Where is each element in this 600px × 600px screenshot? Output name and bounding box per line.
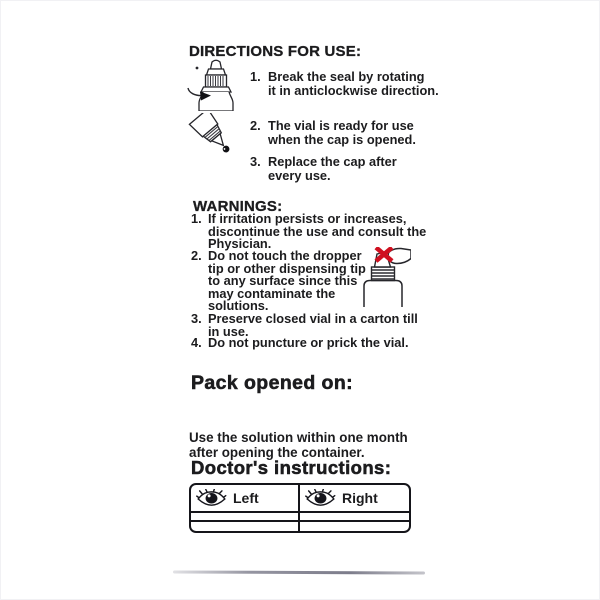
- usage-note-line: after opening the container.: [189, 445, 365, 461]
- left-eye-header-cell: [191, 485, 300, 511]
- eye-icon: [305, 489, 336, 508]
- warning-item-number: 4.: [191, 335, 202, 350]
- warning-item-line: tip or other dispensing tip: [208, 260, 366, 276]
- warning-item-number: 3.: [191, 311, 202, 326]
- warning-item-line: Do not puncture or prick the vial.: [208, 335, 409, 350]
- warning-item-line: to any surface since this: [208, 273, 358, 289]
- pack-opened-title: Pack opened on:: [191, 372, 354, 394]
- usage-note-line: Use the solution within one month: [189, 430, 408, 445]
- table-header-row: [191, 485, 409, 511]
- warning-item-number: 1.: [191, 211, 202, 226]
- warning-item-line: solutions.: [208, 298, 269, 314]
- direction-item-number: 3.: [250, 154, 261, 169]
- warning-item-line: discontinue the use and consult the: [208, 223, 427, 239]
- direction-item-number: 2.: [250, 118, 261, 133]
- warning-item-line: in use.: [208, 323, 249, 339]
- label-bottom-edge: [173, 570, 425, 574]
- warning-item-number: 2.: [191, 248, 202, 263]
- table-spacer-row: [191, 511, 409, 520]
- warning-item-line: Physician.: [208, 236, 272, 252]
- right-eye-header-cell: [300, 485, 409, 511]
- direction-item-line: when the cap is opened.: [268, 132, 416, 148]
- direction-item-number: 1.: [250, 69, 261, 84]
- eye-icon: [196, 489, 227, 508]
- right-entry-cell: [300, 522, 409, 531]
- direction-item-3: [250, 155, 397, 183]
- warning-item-4: [191, 337, 409, 350]
- left-eye-label: Left: [233, 490, 259, 506]
- warning-item-line: Do not touch the dropper: [208, 248, 362, 263]
- warning-item-line: If irritation persists or increases,: [208, 211, 407, 226]
- direction-item-line: Break the seal by rotating: [268, 69, 425, 84]
- direction-item-line: Replace the cap after: [268, 154, 397, 169]
- directions-title: DIRECTIONS FOR USE:: [189, 43, 362, 60]
- right-spacer-cell: [300, 513, 409, 520]
- warning-item-1: [191, 213, 426, 251]
- direction-item-line: The vial is ready for use: [268, 118, 414, 133]
- vial-open-icon: [186, 113, 242, 167]
- warning-item-line: may contaminate the: [208, 285, 336, 301]
- warnings-title: WARNINGS:: [193, 198, 283, 215]
- right-eye-label: Right: [342, 490, 378, 506]
- left-spacer-cell: [191, 513, 300, 520]
- doctor-instructions-title: Doctor's instructions:: [191, 457, 392, 478]
- warning-item-line: Preserve closed vial in a carton till: [208, 311, 418, 326]
- direction-item-2: [250, 119, 416, 147]
- warning-item-2: [191, 250, 366, 313]
- direction-item-line: every use.: [268, 168, 331, 184]
- no-touch-dropper-icon: [357, 247, 411, 307]
- direction-item-line: it in anticlockwise direction.: [268, 83, 439, 99]
- vial-rotate-icon: [187, 59, 245, 111]
- usage-note: [189, 430, 408, 460]
- doctor-instructions-table: [189, 483, 411, 533]
- direction-item-1: [250, 70, 439, 98]
- left-entry-cell: [191, 522, 300, 531]
- table-entry-row: [191, 520, 409, 531]
